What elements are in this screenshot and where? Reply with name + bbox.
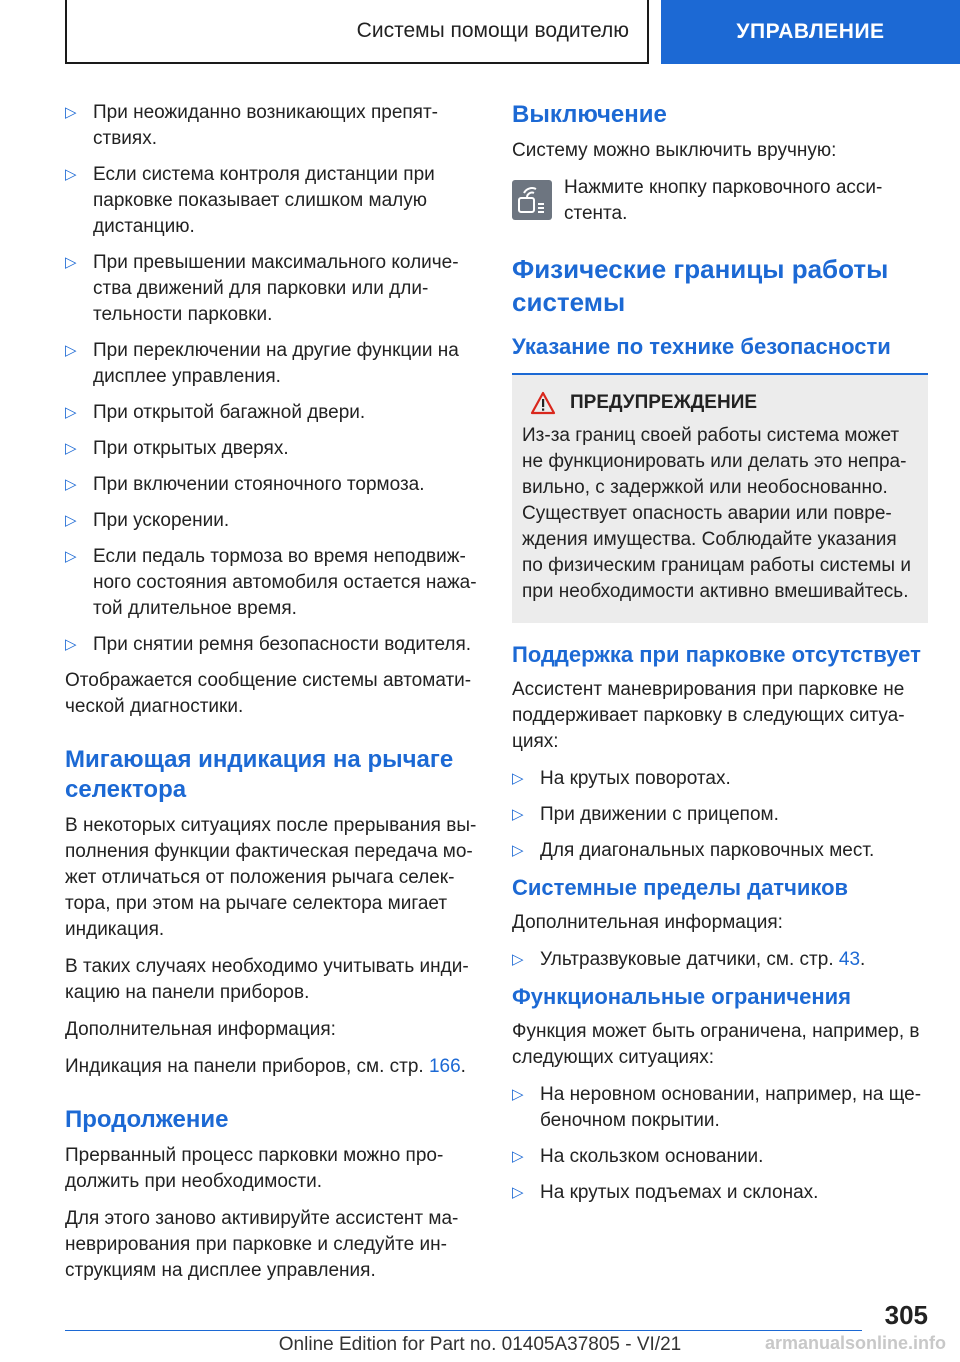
watermark: armanualsonline.info [764, 1333, 946, 1353]
edition-text: Online Edition for Part no. 01405A37805 - VI/21 [278, 1334, 682, 1355]
bullet-icon: ▷ [512, 1184, 524, 1201]
stop-conditions-list [65, 100, 477, 658]
func-list [512, 1082, 928, 1206]
continue-paragraph-1: Прерванный процесс парковки можно продолжить при необходимости. [65, 1145, 444, 1192]
no-support-paragraph: Ассистент маневрирования при парковке не поддерживает парковку в следующих ситуациях: [512, 679, 905, 752]
page-header [0, 0, 960, 66]
blink-paragraph-2: В таких случаях необходимо учитывать индикацию на панели приборов. [65, 956, 469, 1003]
list-item: ▷ При неожиданно возникающих препятствиях. [65, 102, 438, 149]
list-item: ▷ При ускорении. [65, 508, 477, 534]
warning-text: Из-за границ своей работы система может не функционировать или делать это неправильно, с задержкой или необоснованно. Существует опасность аварии или повреждения имущества. Соблюдайте указания по физическим границам работы системы и при необходимости активно вмешивайтесь. [522, 425, 911, 602]
heading-blink: Мигающая индикация на рычаге селектора [65, 746, 454, 803]
diagnosis-text: Отображается сообщение системы автоматической диагностики. [65, 670, 472, 717]
bullet-icon: ▷ [65, 254, 77, 271]
list-item: ▷ Если педаль тормоза во время неподвижного состояния автомобиля остается нажатой длительное время. [65, 546, 477, 619]
cross-reference: Индикация на панели приборов, см. стр. 166. [65, 1056, 466, 1077]
bullet-icon: ▷ [65, 548, 77, 565]
bullet-icon: ▷ [512, 951, 524, 968]
page-link[interactable]: 43 [838, 949, 861, 970]
bullet-icon: ▷ [65, 404, 77, 421]
bullet-icon: ▷ [65, 512, 77, 529]
left-column [65, 100, 477, 1295]
heading-func-limits: Функциональные ограничения [512, 984, 851, 1009]
bullet-icon: ▷ [65, 636, 77, 653]
warning-box [512, 375, 928, 623]
func-paragraph: Функция может быть ограничена, например, в следующих ситуациях: [512, 1021, 920, 1068]
continue-paragraph-2: Для этого заново активируйте ассистент маневрирования при парковке и следуйте инструкциям на дисплее управления. [65, 1208, 459, 1281]
heading-limits: Физические границы работы системы [512, 254, 889, 317]
footer-divider [65, 1330, 862, 1331]
heading-continue: Продолжение [65, 1106, 229, 1133]
bullet-icon: ▷ [512, 770, 524, 787]
right-column [512, 100, 928, 1216]
bullet-icon: ▷ [65, 104, 77, 121]
list-item: ▷ Ультразвуковые датчики, см. стр. 43. [512, 947, 928, 973]
parking-assistant-button-icon [512, 180, 552, 220]
section-title: Системы помощи водителю [65, 0, 649, 64]
warning-header [522, 391, 918, 415]
bullet-icon: ▷ [512, 842, 524, 859]
bullet-icon: ▷ [512, 1086, 524, 1103]
list-item: ▷ При снятии ремня безопасности водителя. [65, 632, 477, 658]
list-item: ▷ На крутых подъемах и склонах. [512, 1180, 928, 1206]
blink-paragraph-1: В некоторых ситуациях после прерывания выполнения функции фактическая передача может отличаться от положения рычага селектора, при этом на рычаге селектора мигает индикация. [65, 815, 477, 940]
warning-title: ПРЕДУПРЕЖДЕНИЕ [570, 392, 758, 413]
heading-safety: Указание по технике безопасности [512, 334, 891, 359]
heading-off: Выключение [512, 101, 667, 128]
list-item: ▷ При открытых дверях. [65, 436, 477, 462]
list-item: ▷ Если система контроля дистанции при парковке показывает слишком малую дистанцию. [65, 164, 435, 237]
bullet-icon: ▷ [65, 342, 77, 359]
no-support-list [512, 766, 928, 864]
bullet-icon: ▷ [65, 476, 77, 493]
page-link[interactable]: 166 [428, 1056, 461, 1077]
more-info-label: Дополнительная информация: [65, 1019, 336, 1040]
park-button-instruction [512, 175, 928, 227]
list-item: ▷ При включении стояночного тормоза. [65, 472, 477, 498]
list-item: ▷ На крутых поворотах. [512, 766, 928, 792]
heading-no-support: Поддержка при парковке отсутствует [512, 642, 921, 667]
bullet-icon: ▷ [65, 166, 77, 183]
park-button-text: Нажмите кнопку парковочного ассистента. [564, 177, 883, 224]
list-item: ▷ При движении с прицепом. [512, 802, 928, 828]
off-paragraph: Систему можно выключить вручную: [512, 140, 837, 161]
list-item: ▷ При превышении максимального количества движений для парковки или длительности парковки. [65, 252, 459, 325]
heading-sensors: Системные пределы датчиков [512, 875, 849, 900]
list-item: ▷ На неровном основании, например, на щебеночном покрытии. [512, 1084, 922, 1131]
list-item: ▷ На скользком основании. [512, 1144, 928, 1170]
sensors-info-label: Дополнительная информация: [512, 912, 783, 933]
list-item: ▷ Для диагональных парковочных мест. [512, 838, 928, 864]
chapter-tab: УПРАВЛЕНИЕ [661, 0, 960, 64]
page-number: 305 [884, 1300, 928, 1330]
bullet-icon: ▷ [512, 806, 524, 823]
list-item: ▷ При переключении на другие функции на дисплее управления. [65, 340, 459, 387]
list-item: ▷ При открытой багажной двери. [65, 400, 477, 426]
bullet-icon: ▷ [512, 1148, 524, 1165]
warning-icon [530, 391, 556, 415]
sensors-list [512, 947, 928, 973]
bullet-icon: ▷ [65, 440, 77, 457]
